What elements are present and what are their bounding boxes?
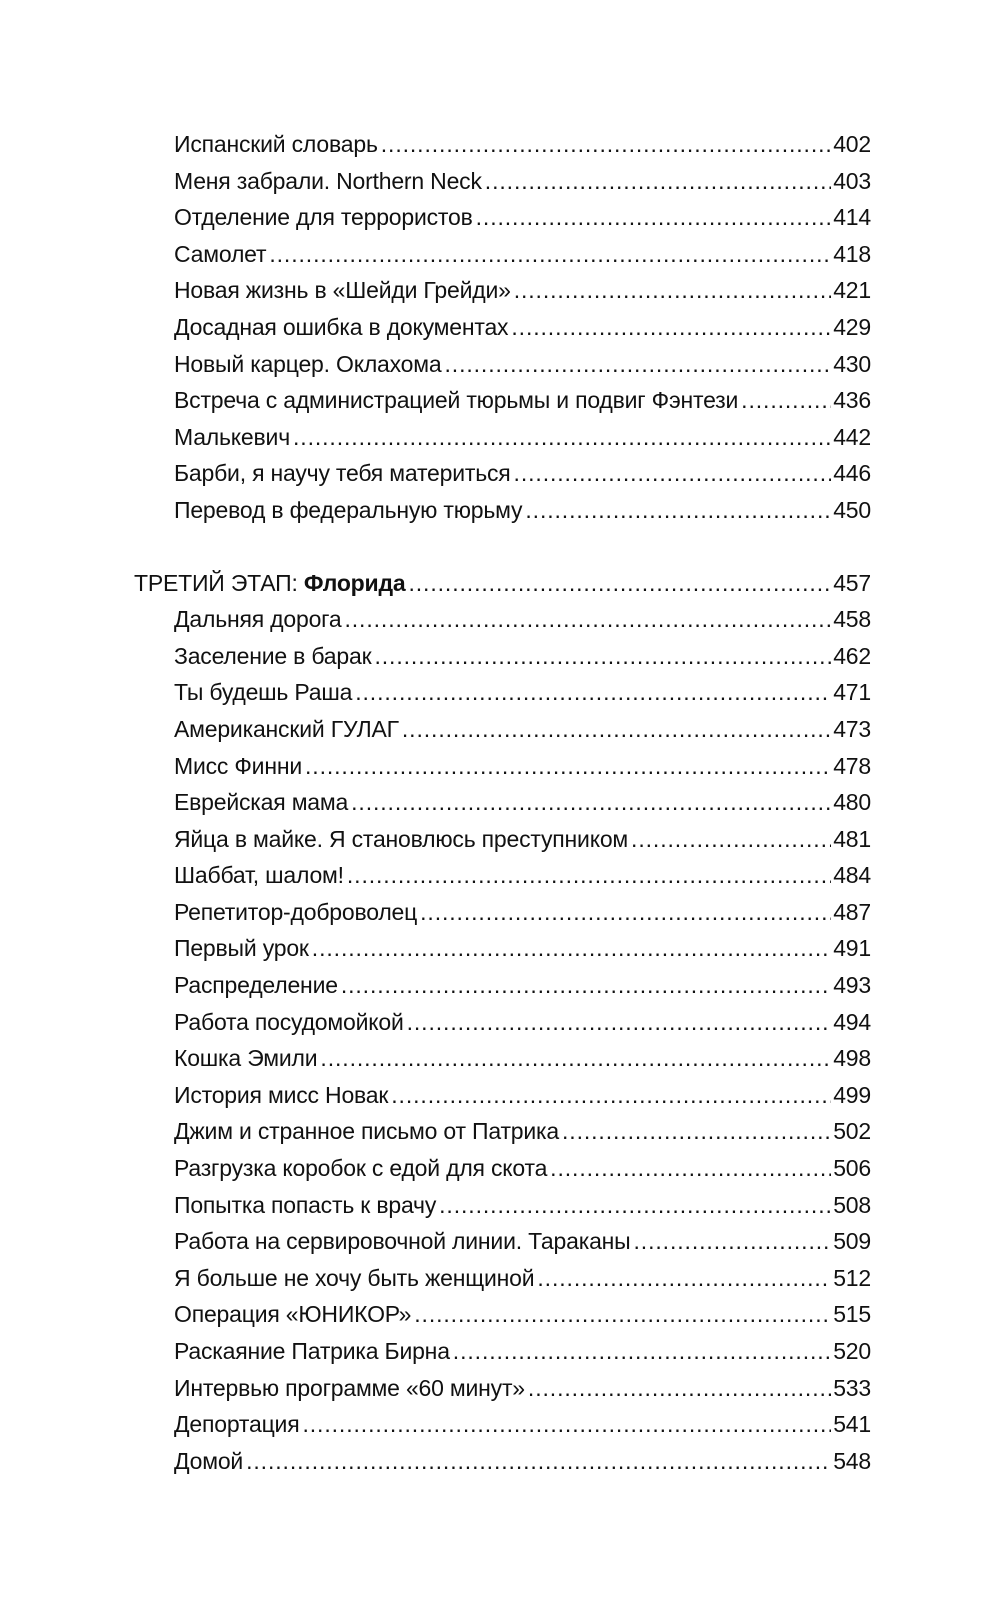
part-heading-label-bold: Флорида xyxy=(303,569,406,596)
dot-leader xyxy=(344,601,831,638)
dot-leader xyxy=(347,857,831,894)
part-heading-title xyxy=(134,565,405,602)
toc-entry-page: 430 xyxy=(833,350,871,377)
toc-entry-title: Джим и странное письмо от Патрика xyxy=(174,1118,559,1145)
dot-leader xyxy=(528,1370,831,1407)
dot-leader xyxy=(407,1004,832,1041)
toc-section-one xyxy=(0,126,1000,529)
dot-leader xyxy=(293,419,831,456)
dot-leader xyxy=(402,711,831,748)
toc-entry-title: Первый урок xyxy=(174,935,309,962)
toc-entry[interactable] xyxy=(0,199,871,236)
dot-leader xyxy=(355,674,831,711)
dot-leader xyxy=(550,1150,831,1187)
toc-entry-title: Раскаяние Патрика Бирна xyxy=(174,1338,450,1364)
dot-leader xyxy=(631,821,831,858)
toc-entry-title: Отделение для террористов xyxy=(174,204,473,231)
toc-entry-page: 512 xyxy=(833,1264,871,1291)
toc-entry-page: 515 xyxy=(833,1301,871,1328)
toc-entry-page: 484 xyxy=(833,862,871,889)
dot-leader xyxy=(439,1187,831,1224)
toc-entry[interactable] xyxy=(0,1040,871,1077)
toc-entry-page: 494 xyxy=(833,1008,871,1035)
toc-entry[interactable] xyxy=(0,784,871,821)
part-heading-label: ТРЕТИЙ ЭТАП: xyxy=(134,569,304,596)
toc-entry-page: 436 xyxy=(833,387,871,414)
dot-leader xyxy=(444,346,831,383)
toc-entry-title: Мисс Финни xyxy=(174,752,302,779)
dot-leader xyxy=(537,1260,831,1297)
toc-entry-title: Еврейская мама xyxy=(174,789,349,816)
toc-entry[interactable] xyxy=(0,1113,871,1150)
toc-entry[interactable] xyxy=(0,894,871,931)
toc-entry-title: Распределение xyxy=(174,972,338,999)
toc-entry[interactable] xyxy=(0,1296,871,1333)
toc-entry-page: 473 xyxy=(833,715,871,742)
toc-entry-title: Американский ГУЛАГ xyxy=(174,715,399,742)
toc-entry-title: Встреча с администрацией тюрьмы и подвиг Фэнтези xyxy=(174,387,739,414)
toc-part-heading[interactable] xyxy=(0,565,871,602)
dot-leader xyxy=(525,492,831,529)
toc-entry[interactable] xyxy=(0,711,871,748)
dot-leader xyxy=(634,1223,832,1260)
toc-entry-title: Заселение в барак xyxy=(174,642,372,669)
toc-entry[interactable] xyxy=(0,1333,871,1370)
toc-entry-page: 450 xyxy=(833,496,871,523)
toc-entry-title: Дальняя дорога xyxy=(174,606,342,633)
toc-entry-title: Операция «ЮНИКОР» xyxy=(174,1301,412,1328)
toc-entry-page: 446 xyxy=(833,460,871,487)
toc-entry[interactable] xyxy=(0,674,871,711)
toc-entry[interactable] xyxy=(0,1406,871,1443)
toc-entry-title: Самолет xyxy=(174,240,267,267)
dot-leader xyxy=(351,784,831,821)
dot-leader xyxy=(320,1040,831,1077)
toc-entry[interactable] xyxy=(0,1004,871,1041)
toc-entry-title: История мисс Новак xyxy=(174,1081,389,1108)
toc-entry-page: 533 xyxy=(833,1374,871,1401)
toc-entry-title: Ты будешь Раша xyxy=(174,679,353,706)
toc-entry-page: 508 xyxy=(833,1191,871,1218)
dot-leader xyxy=(741,382,831,419)
toc-entry[interactable] xyxy=(0,967,871,1004)
part-heading-page: 457 xyxy=(833,569,871,596)
toc-entry-page: 458 xyxy=(833,606,871,633)
toc-entry-page: 478 xyxy=(833,752,871,779)
dot-leader xyxy=(514,272,832,309)
dot-leader xyxy=(408,565,831,602)
toc-entry[interactable] xyxy=(0,1443,871,1480)
toc-entry-page: 506 xyxy=(833,1155,871,1182)
toc-entry[interactable] xyxy=(0,1370,871,1407)
toc-entry[interactable] xyxy=(0,455,871,492)
toc-entry[interactable] xyxy=(0,1077,871,1114)
toc-entry-title: Испанский словарь xyxy=(174,131,378,157)
dot-leader xyxy=(485,163,831,200)
toc-entry-page: 418 xyxy=(833,240,871,267)
toc-entry-title: Досадная ошибка в документах xyxy=(174,313,509,340)
toc-entry[interactable] xyxy=(0,419,871,456)
toc-entry[interactable] xyxy=(0,857,871,894)
toc-entry[interactable] xyxy=(0,272,871,309)
toc-entry-page: 502 xyxy=(833,1118,871,1145)
toc-entry[interactable] xyxy=(0,1223,871,1260)
dot-leader xyxy=(269,236,831,273)
toc-entry-page: 462 xyxy=(833,642,871,669)
dot-leader xyxy=(312,930,831,967)
toc-entry-page: 471 xyxy=(833,679,871,706)
toc-entry-title: Работа на сервировочной линии. Тараканы xyxy=(174,1228,631,1255)
toc-entry-title: Депортация xyxy=(174,1411,300,1438)
toc-entry-title: Перевод в федеральную тюрьму xyxy=(174,496,523,523)
dot-leader xyxy=(514,455,832,492)
dot-leader xyxy=(453,1333,831,1370)
dot-leader xyxy=(414,1296,831,1333)
toc-entry-title: Репетитор-доброволец xyxy=(174,898,418,925)
toc-entry-page: 548 xyxy=(833,1447,871,1474)
toc-section-part-three xyxy=(0,601,1000,1479)
toc-entry[interactable] xyxy=(0,1150,871,1187)
toc-entry[interactable] xyxy=(0,1187,871,1224)
toc-entry[interactable] xyxy=(0,821,871,858)
toc-entry-page: 421 xyxy=(833,277,871,304)
toc-entry-page: 480 xyxy=(833,789,871,816)
toc-entry-title: Новый карцер. Оклахома xyxy=(174,350,442,377)
toc-entry-title: Работа посудомойкой xyxy=(174,1008,404,1035)
toc-entry-title: Шаббат, шалом! xyxy=(174,862,344,889)
dot-leader xyxy=(374,638,831,675)
toc-entry-title: Домой xyxy=(174,1447,244,1474)
toc-entry[interactable] xyxy=(0,309,871,346)
toc-entry-page: 429 xyxy=(833,313,871,340)
toc-entry-title: Малькевич xyxy=(174,423,290,450)
toc-entry-page: 402 xyxy=(833,131,871,157)
dot-leader xyxy=(511,309,831,346)
toc-entry-title: Яйца в майке. Я становлюсь преступником xyxy=(174,825,629,852)
toc-entry[interactable] xyxy=(0,126,871,163)
toc-entry-page: 541 xyxy=(833,1411,871,1438)
toc-entry-title: Интервью программе «60 минут» xyxy=(174,1374,525,1401)
toc-entry[interactable] xyxy=(0,382,871,419)
toc-entry-title: Попытка попасть к врачу xyxy=(174,1191,437,1218)
toc-entry-page: 414 xyxy=(833,204,871,231)
dot-leader xyxy=(420,894,831,931)
toc-entry-page: 493 xyxy=(833,972,871,999)
toc-entry-title: Я больше не хочу быть женщиной xyxy=(174,1264,535,1291)
toc-entry[interactable] xyxy=(0,346,871,383)
toc-entry-title: Меня забрали. Northern Neck xyxy=(174,167,482,194)
dot-leader xyxy=(381,126,831,163)
table-of-contents xyxy=(0,126,1000,1479)
dot-leader xyxy=(391,1077,831,1114)
toc-entry[interactable] xyxy=(0,930,871,967)
toc-entry-page: 481 xyxy=(833,825,871,852)
toc-entry-page: 499 xyxy=(833,1081,871,1108)
toc-entry-title: Барби, я научу тебя материться xyxy=(174,460,511,487)
toc-entry-page: 491 xyxy=(833,935,871,962)
dot-leader xyxy=(476,199,832,236)
toc-entry[interactable] xyxy=(0,236,871,273)
toc-entry[interactable] xyxy=(0,1260,871,1297)
toc-entry-page: 403 xyxy=(833,167,871,194)
toc-entry-page: 509 xyxy=(833,1228,871,1255)
toc-entry-page: 520 xyxy=(833,1338,871,1364)
dot-leader xyxy=(341,967,831,1004)
toc-entry-title: Кошка Эмили xyxy=(174,1045,318,1072)
toc-entry-title: Новая жизнь в «Шейди Грейди» xyxy=(174,277,511,304)
toc-entry[interactable] xyxy=(0,638,871,675)
toc-entry-page: 487 xyxy=(833,898,871,925)
dot-leader xyxy=(305,748,831,785)
toc-entry[interactable] xyxy=(0,748,871,785)
dot-leader xyxy=(246,1443,831,1480)
toc-entry[interactable] xyxy=(0,163,871,200)
toc-entry[interactable] xyxy=(0,492,871,529)
dot-leader xyxy=(562,1113,831,1150)
toc-entry[interactable] xyxy=(0,601,871,638)
toc-entry-page: 442 xyxy=(833,423,871,450)
dot-leader xyxy=(302,1406,831,1443)
toc-entry-page: 498 xyxy=(833,1045,871,1072)
toc-entry-title: Разгрузка коробок с едой для скота xyxy=(174,1155,548,1182)
